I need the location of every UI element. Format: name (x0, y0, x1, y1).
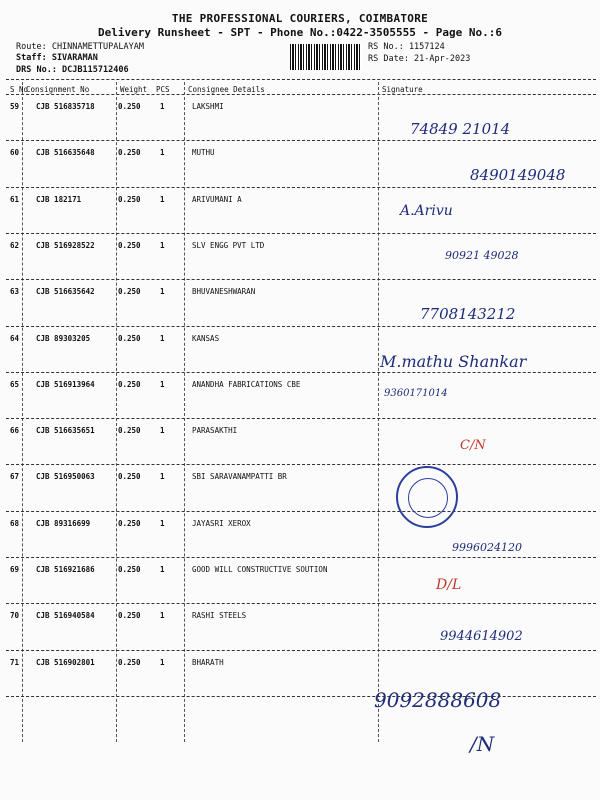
footer-mark: /N (470, 732, 495, 756)
col-header-consignment: Consignment No (26, 85, 90, 94)
rs-number: RS No.: 1157124 (368, 42, 445, 52)
row-divider (6, 187, 596, 188)
bank-stamp (396, 466, 458, 528)
company-title: THE PROFESSIONAL COURIERS, COIMBATORE (171, 12, 429, 25)
row-consignment-no: CJB 516928522 (36, 240, 95, 250)
row-divider (6, 140, 596, 141)
row-signature: 9996024120 (452, 540, 522, 554)
row-divider (6, 233, 596, 234)
row-sno: 62 (10, 240, 20, 250)
row-pcs: 1 (160, 102, 165, 111)
row-consignee: ANANDHA FABRICATIONS CBE (192, 379, 301, 389)
row-weight: 0.250 (118, 287, 141, 297)
row-signature: C/N (460, 438, 486, 454)
row-consignee: MUTHU (192, 148, 215, 158)
row-sno: 60 (10, 148, 20, 158)
row-divider (6, 650, 596, 651)
row-divider (6, 418, 596, 419)
row-weight: 0.250 (118, 240, 141, 250)
row-signature: 74849 21014 (410, 120, 511, 138)
row-sno: 71 (10, 657, 20, 667)
row-consignee: BHUVANESHWARAN (192, 287, 256, 297)
row-signature: A.Arivu (400, 202, 453, 219)
row-divider (6, 511, 596, 512)
col-header-sno: S No (10, 85, 29, 94)
row-signature: 90921 49028 (445, 248, 519, 262)
row-weight: 0.250 (118, 333, 141, 343)
col-divider (378, 82, 379, 742)
row-pcs: 1 (160, 379, 165, 389)
row-sno: 70 (10, 611, 20, 621)
row-weight: 0.250 (118, 518, 141, 528)
row-pcs: 1 (160, 518, 165, 528)
row-sno: 65 (10, 379, 20, 389)
col-divider (184, 82, 185, 742)
row-consignment-no: CJB 516902801 (36, 657, 95, 667)
row-pcs: 1 (160, 657, 165, 667)
row-pcs: 1 (160, 333, 165, 343)
row-signature: 9944614902 (440, 629, 523, 645)
row-signature: 7708143212 (420, 305, 516, 324)
row-consignee: SLV ENGG PVT LTD (192, 240, 265, 250)
row-pcs: 1 (160, 240, 165, 250)
row-pcs: 1 (160, 287, 165, 297)
row-consignee: ARIVUMANI A (192, 194, 242, 204)
row-signature: 9360171014 (384, 387, 448, 399)
row-consignee: GOOD WILL CONSTRUCTIVE SOUTION (192, 565, 328, 574)
row-divider (6, 696, 596, 697)
row-weight: 0.250 (118, 472, 141, 482)
row-pcs: 1 (160, 472, 165, 482)
row-consignment-no: CJB 516635648 (36, 148, 95, 158)
row-sno: 63 (10, 287, 20, 297)
row-sno: 59 (10, 102, 20, 111)
row-consignee: SBI SARAVANAMPATTI BR (192, 472, 287, 482)
row-weight: 0.250 (118, 102, 141, 111)
row-signature: M.mathu Shankar (380, 351, 527, 371)
row-sno: 61 (10, 194, 20, 204)
row-divider (6, 279, 596, 280)
row-consignment-no: CJB 182171 (36, 194, 82, 204)
col-header-weight: Weight (120, 85, 148, 94)
row-consignee: KANSAS (192, 333, 220, 343)
barcode (290, 44, 362, 70)
row-weight: 0.250 (118, 657, 141, 667)
row-sno: 68 (10, 518, 20, 528)
row-signature: 9092888608 (374, 687, 502, 712)
row-divider (6, 464, 596, 465)
row-consignment-no: CJB 516635651 (36, 426, 95, 436)
row-divider (6, 326, 596, 327)
row-consignment-no: CJB 516940584 (36, 611, 95, 621)
row-consignment-no: CJB 516921686 (36, 565, 95, 574)
row-consignee: PARASAKTHI (192, 426, 238, 436)
row-signature: D/L (436, 577, 462, 593)
row-weight: 0.250 (118, 379, 141, 389)
row-divider (6, 603, 596, 604)
row-pcs: 1 (160, 565, 165, 574)
row-consignment-no: CJB 516635642 (36, 287, 95, 297)
row-pcs: 1 (160, 194, 165, 204)
row-sno: 66 (10, 426, 20, 436)
row-consignment-no: CJB 89316699 (36, 518, 91, 528)
row-consignee: JAYASRI XEROX (192, 518, 251, 528)
col-header-signature: Signature (382, 85, 423, 94)
header-rule-top (6, 79, 596, 80)
row-consignment-no: CJB 516950063 (36, 472, 95, 482)
drs-number: DRS No.: DCJB115712406 (16, 65, 129, 75)
row-consignee: RASHI STEELS (192, 611, 247, 621)
row-weight: 0.250 (118, 426, 141, 436)
row-consignment-no: CJB 89303205 (36, 333, 91, 343)
col-header-pcs: PCS (156, 85, 170, 94)
row-sno: 64 (10, 333, 20, 343)
row-sno: 69 (10, 565, 20, 574)
row-divider (6, 557, 596, 558)
row-signature: 8490149048 (470, 166, 566, 185)
row-weight: 0.250 (118, 611, 141, 621)
row-weight: 0.250 (118, 194, 141, 204)
row-pcs: 1 (160, 426, 165, 436)
col-header-consignee: Consignee Details (188, 85, 265, 94)
rs-date: RS Date: 21-Apr-2023 (368, 54, 471, 64)
header-rule-bottom (6, 94, 596, 95)
staff-label: Staff: SIVARAMAN (16, 53, 98, 63)
runsheet-subtitle: Delivery Runsheet - SPT - Phone No.:0422-3505555 - Page No.:6 (98, 26, 502, 39)
row-sno: 67 (10, 472, 20, 482)
col-divider (116, 82, 117, 742)
row-consignee: LAKSHMI (192, 102, 224, 111)
row-divider (6, 372, 596, 373)
row-weight: 0.250 (118, 148, 141, 158)
row-consignment-no: CJB 516835718 (36, 102, 95, 111)
row-consignee: BHARATH (192, 657, 224, 667)
route-label: Route: CHINNAMETTUPALAYAM (16, 42, 144, 52)
col-divider (22, 82, 23, 742)
row-weight: 0.250 (118, 565, 141, 574)
row-pcs: 1 (160, 611, 165, 621)
row-pcs: 1 (160, 148, 165, 158)
row-consignment-no: CJB 516913964 (36, 379, 95, 389)
